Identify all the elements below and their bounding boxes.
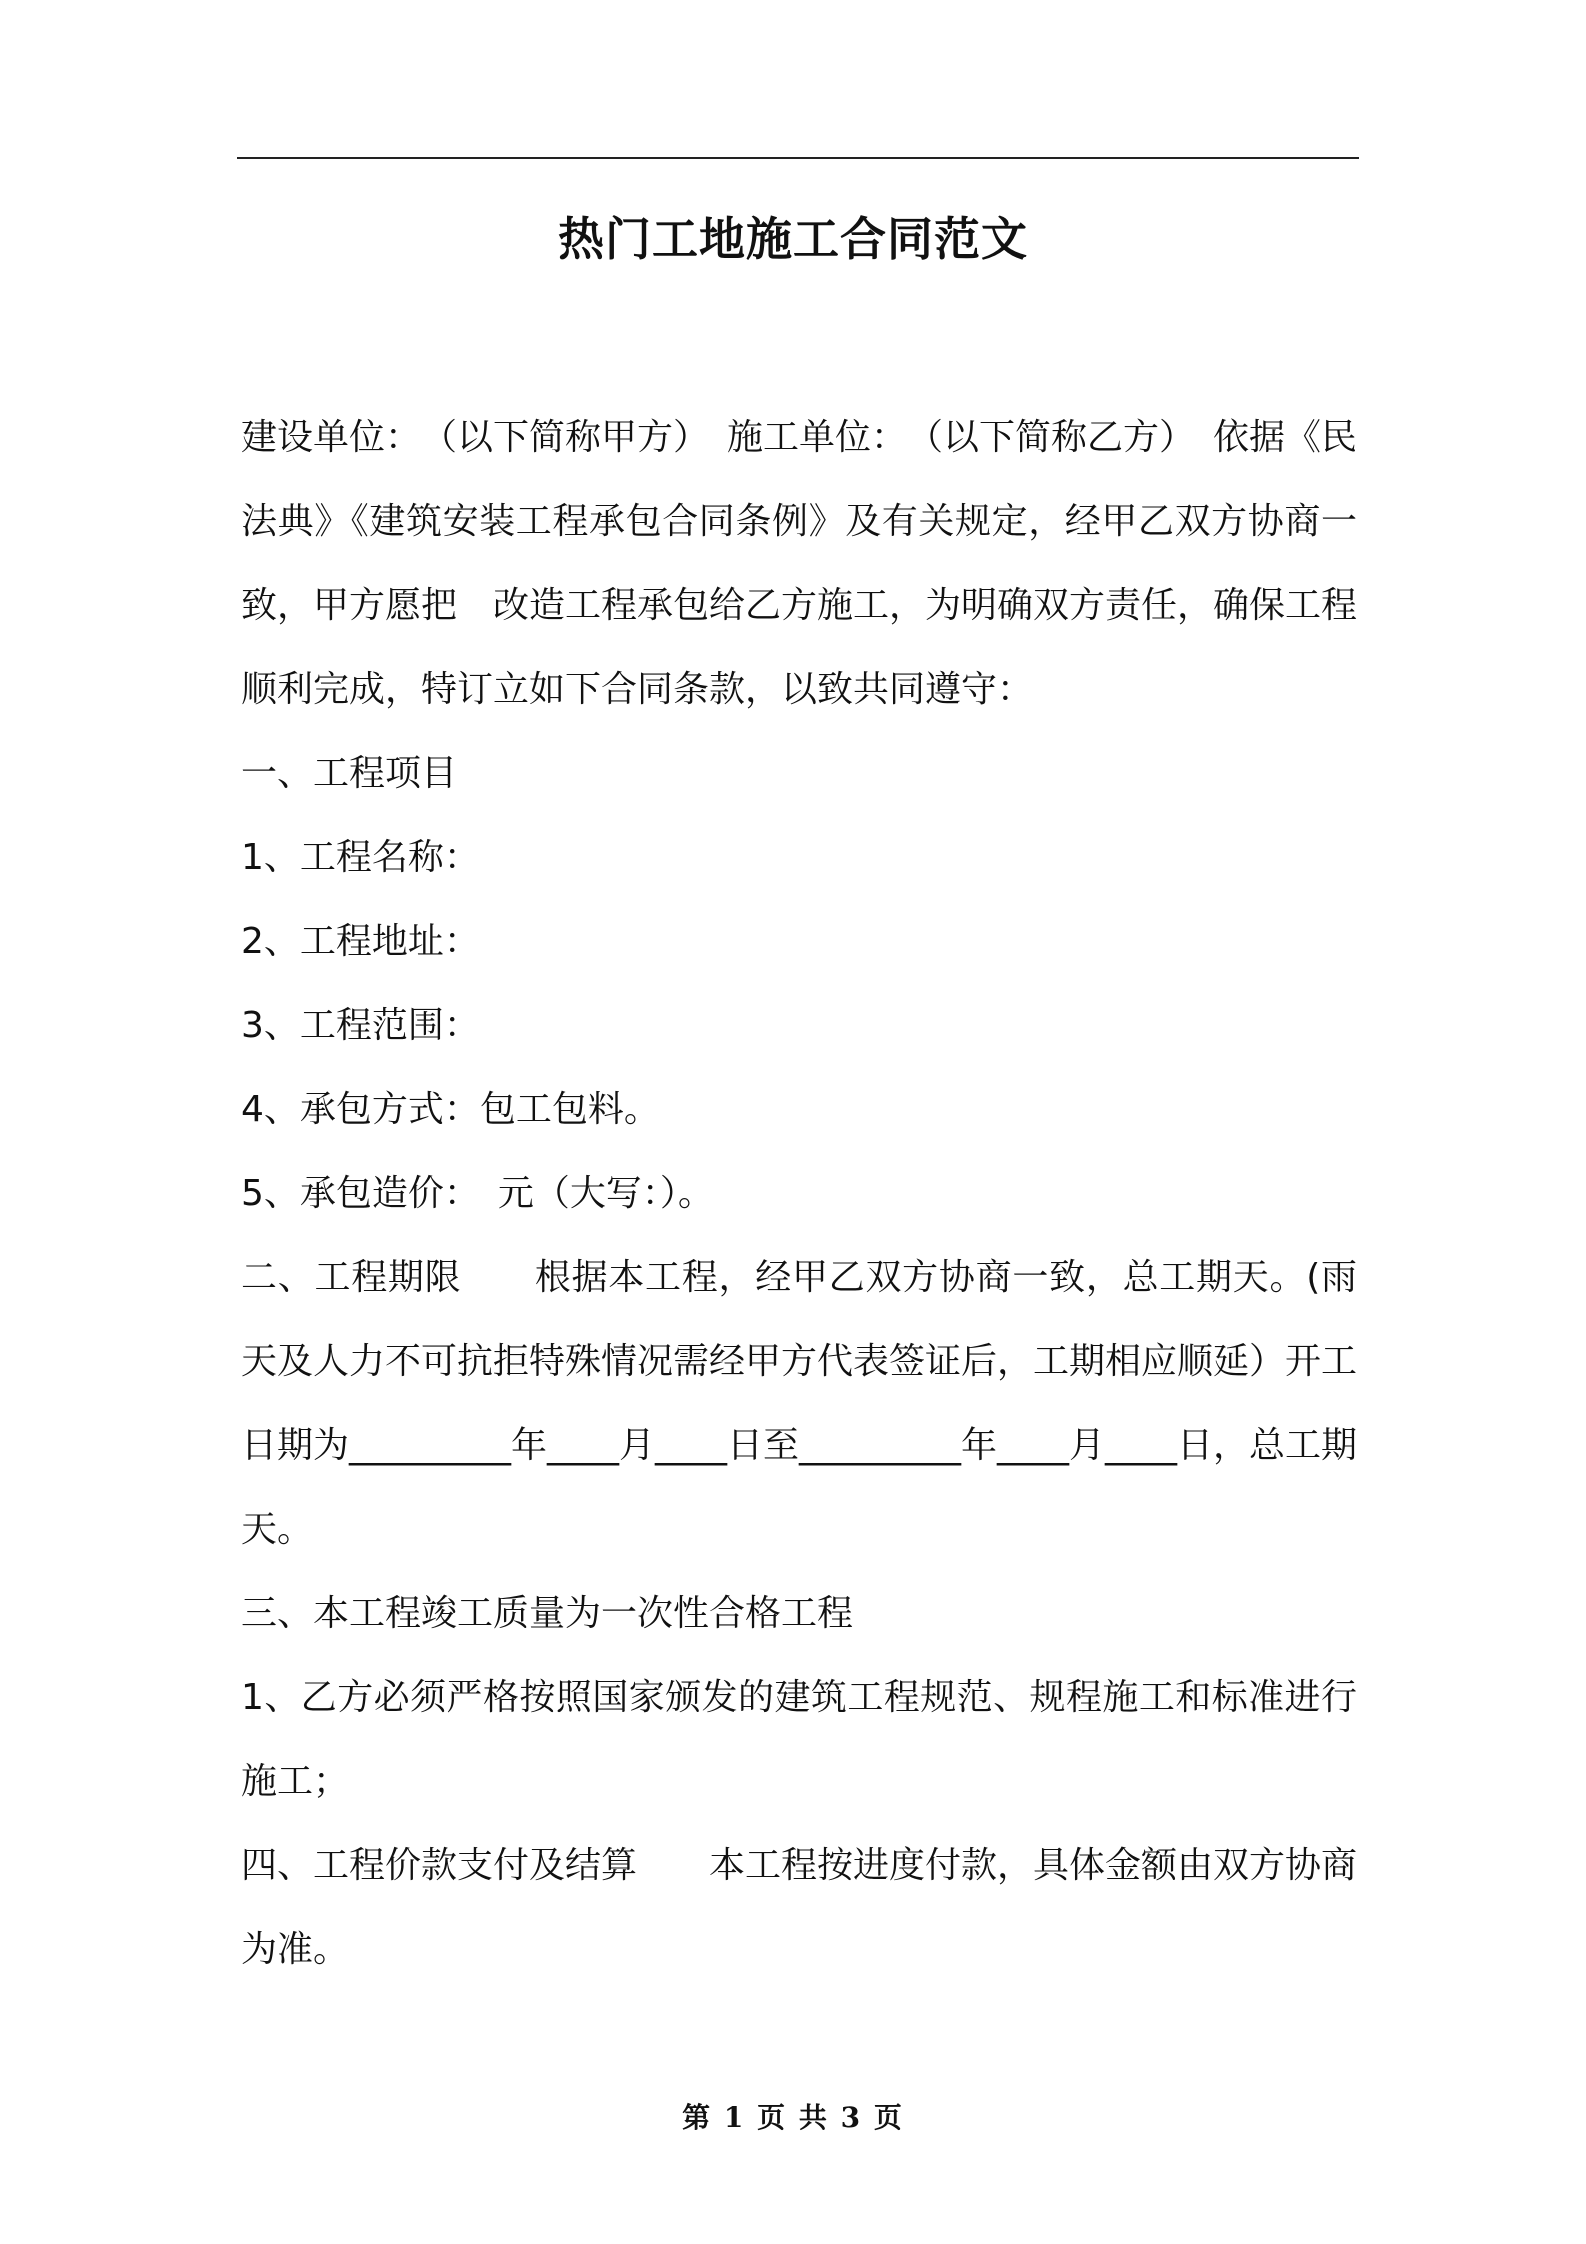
document-body (241, 396, 1394, 1992)
quality-clause-1: 1、乙方必须严格按照国家颁发的建筑工程规范、规程施工和标准进行施工； (241, 1677, 1357, 1802)
project-name-line: 1、工程名称： (241, 837, 480, 878)
document-title: 热门工地施工合同范文 (558, 212, 1028, 266)
project-period-paragraph: 二、工程期限 根据本工程，经甲乙双方协商一致，总工期天。(雨天及人力不可抗拒特殊情况需经甲方代表签证后，工期相应顺延）开工日期为_________年____月____日至_________年____月____日，总工期 天。 (241, 1257, 1394, 1550)
page-number-footer: 第 1 页 共 3 页 (682, 2101, 904, 2134)
contract-method-line: 4、承包方式：包工包料。 (241, 1089, 660, 1130)
section-heading-project: 一、工程项目 (241, 753, 458, 794)
header-rule (237, 157, 1359, 159)
project-address-line: 2、工程地址： (241, 921, 480, 962)
contract-price-line: 5、承包造价： 元（大写：）。 (241, 1173, 714, 1214)
section-heading-quality: 三、本工程竣工质量为一次性合格工程 (241, 1593, 854, 1634)
project-scope-line: 3、工程范围： (241, 1005, 480, 1046)
intro-paragraph: 建设单位： （以下简称甲方） 施工单位： （以下简称乙方） 依据《民法典》《建筑安装工程承包合同条例》及有关规定，经甲乙双方协商一致，甲方愿把 改造工程承包给乙方施工，为明确双方责任，确保工程顺利完成，特订立如下合同条款，以致共同遵守： (241, 417, 1358, 710)
payment-paragraph: 四、工程价款支付及结算 本工程按进度付款，具体金额由双方协商为准。 (241, 1845, 1358, 1970)
